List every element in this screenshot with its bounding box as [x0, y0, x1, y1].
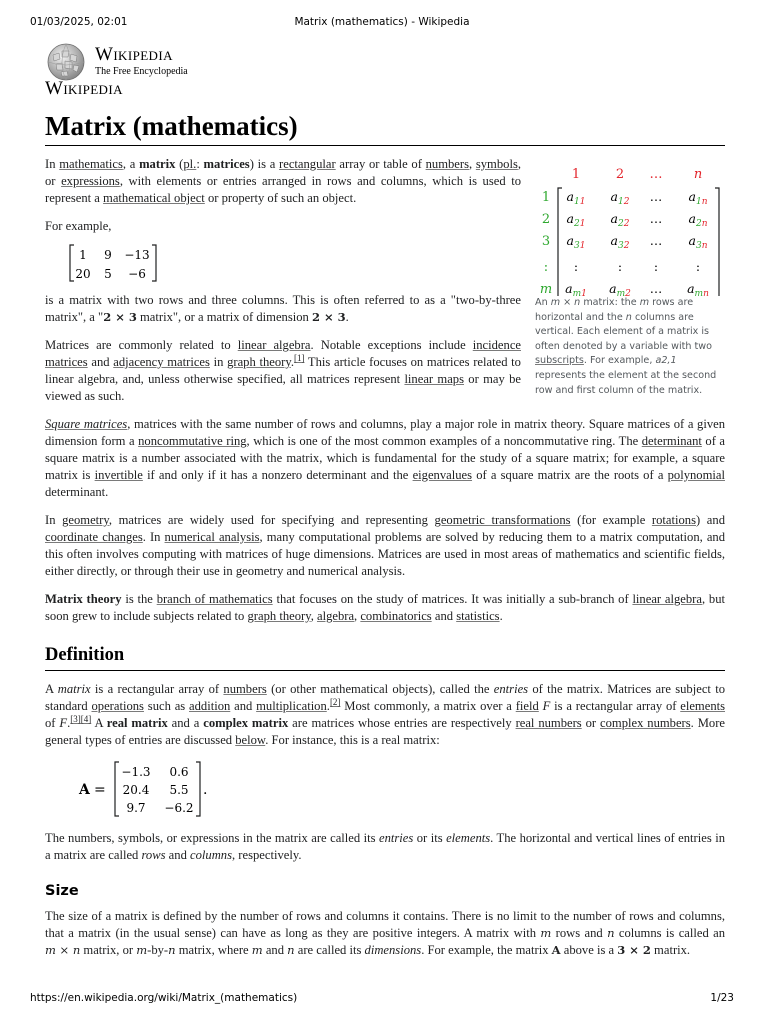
link-below[interactable]: below — [235, 733, 266, 747]
link-combinatorics[interactable]: combinatorics — [360, 609, 432, 623]
logo-wordmark: Wikipedia — [95, 44, 173, 65]
right-bracket — [152, 245, 156, 281]
site-wordmark[interactable]: Wikipedia — [45, 78, 123, 99]
matrix-entry: … — [649, 233, 663, 248]
matrix-entry: $a_11$ — [566, 189, 586, 207]
link-multiplication[interactable]: multiplication — [256, 699, 327, 713]
link-real-numbers[interactable]: real numbers — [515, 716, 582, 730]
print-page-number: 1/23 — [710, 992, 734, 1004]
definition-paragraph-1: A matrix is a rectangular array of numbers (or other mathematical objects), called the entries of the matrix. Matrices are subject to standard operations such as addition and multiplication.[2] Most commonly, a matrix over a field F is a rectangular array of elements of F.[3][4] A real matrix and a complex matrix are matrices whose entries are respectively real numbers or complex numbers. More general types of entries are discussed below. For instance, this is a real matrix: — [45, 682, 726, 747]
matrix-entry: … — [649, 211, 663, 226]
link-operations[interactable]: operations — [91, 699, 144, 713]
link-incidence-matrices[interactable]: incidence matrices — [45, 338, 521, 369]
page-title: Matrix (mathematics) — [45, 111, 298, 141]
matrix-entry: −1.3 — [121, 765, 151, 779]
row-header: m — [539, 282, 553, 296]
link-adjacency-matrices[interactable]: adjacency matrices — [113, 355, 210, 369]
matrix-entry: $a_2n$ — [688, 211, 708, 229]
section-heading-definition: Definition — [45, 647, 725, 671]
infobox-caption: An m × n matrix: the m rows are horizontal and the n columns are vertical. Each element of a matrix is often denoted by a variable with two subscripts. For example, a2,1 represents the element at the second row and first column of the matrix. — [535, 297, 717, 396]
right-bracket — [715, 188, 719, 296]
intro-paragraph-6: In geometry, matrices are widely used for specifying and representing geometric transformations (for example rotations) and coordinate changes. In numerical analysis, many computational problems are solved by reducing them to a matrix computation, and this often involves computing with matrices of huge dimensions. Matrices are used in most areas of mathematics and scientific fields, either directly, or through their use in geometry and numerical analysis. — [45, 513, 726, 578]
matrix-entry: : — [573, 259, 579, 274]
link-geometric-transformations[interactable]: geometric transformations — [434, 513, 571, 527]
link-invertible[interactable]: invertible — [94, 468, 143, 482]
link-square-matrices[interactable]: Square matrices — [45, 417, 128, 431]
matrix-entry: $a_22$ — [610, 211, 630, 229]
equals-sign: = — [94, 782, 106, 798]
citation-3-4[interactable]: [3][4] — [70, 713, 92, 724]
link-rotations[interactable]: rotations — [651, 513, 696, 527]
matrix-entry: $a_21$ — [566, 211, 586, 229]
link-linear-algebra[interactable]: linear algebra — [237, 338, 311, 352]
intro-paragraph-3: is a matrix with two rows and three columns. This is often referred to as a "two-by-three matrix", a "2 × 3 matrix", or a matrix of dimension 2 × 3. — [45, 293, 521, 324]
matrix-entry: 20 — [75, 267, 91, 281]
link-subscripts[interactable]: subscripts — [535, 355, 584, 367]
link-plural[interactable]: pl. — [183, 157, 197, 171]
link-polynomial[interactable]: polynomial — [667, 468, 725, 482]
matrix-entry: −6.2 — [164, 801, 194, 815]
link-elements[interactable]: elements — [680, 699, 726, 713]
link-field[interactable]: field — [515, 699, 539, 713]
link-expressions[interactable]: expressions — [61, 174, 120, 188]
row-header: 3 — [541, 234, 551, 249]
logo-tagline: The Free Encyclopedia — [95, 66, 188, 77]
wikipedia-logo[interactable] — [44, 43, 244, 79]
matrix-entry: $a_m2$ — [609, 281, 631, 296]
matrix-entry: $a_m1$ — [565, 281, 587, 296]
title-divider — [45, 145, 725, 146]
definition-paragraph-2: The numbers, symbols, or expressions in the matrix are called its entries or its elements. The horizontal and vertical lines of entries in a matrix are called rows and columns, respectively. — [45, 831, 726, 862]
print-url: https://en.wikipedia.org/wiki/Matrix_(mathematics) — [30, 992, 298, 1004]
link-graph-theory[interactable]: graph theory — [227, 355, 291, 369]
link-rectangular[interactable]: rectangular — [279, 157, 336, 171]
matrix-entry: $a_3n$ — [688, 233, 708, 251]
intro-paragraph-7: Matrix theory is the branch of mathematics that focuses on the study of matrices. It was initially a sub-branch of linear algebra, but soon grew to include subjects related to graph theory, algebra, combinatorics and statistics. — [45, 592, 725, 623]
link-coordinate-changes[interactable]: coordinate changes — [45, 530, 143, 544]
citation-2[interactable]: [2] — [329, 696, 341, 707]
print-header — [30, 16, 734, 32]
link-symbols[interactable]: symbols — [475, 157, 518, 171]
row-header: 1 — [541, 190, 551, 205]
matrix-entry: 20.4 — [122, 783, 150, 797]
column-header: n — [693, 167, 703, 182]
print-title: Matrix (mathematics) - Wikipedia — [294, 16, 470, 28]
matrix-entry: $a_12$ — [610, 189, 630, 207]
matrix-entry: −13 — [124, 248, 150, 262]
matrix-entry: 9 — [104, 248, 112, 262]
real-matrix-example — [78, 760, 725, 818]
print-footer — [30, 992, 734, 1008]
column-header: … — [649, 167, 663, 182]
column-header: 2 — [615, 167, 625, 182]
column-header: 1 — [571, 167, 581, 182]
row-header: : — [543, 260, 549, 275]
matrix-infobox — [535, 164, 725, 398]
link-algebra[interactable]: algebra — [316, 609, 355, 623]
matrix-entry: : — [695, 259, 701, 274]
link-geometry[interactable]: geometry — [62, 513, 109, 527]
link-numerical-analysis[interactable]: numerical analysis — [164, 530, 260, 544]
left-bracket — [558, 188, 562, 296]
matrix-entry: $a_31$ — [566, 233, 586, 251]
link-mathematics[interactable]: mathematics — [59, 157, 123, 171]
matrix-entry: $a_1n$ — [688, 189, 708, 207]
link-addition[interactable]: addition — [189, 699, 231, 713]
row-header: 2 — [541, 212, 551, 227]
link-graph-theory-2[interactable]: graph theory — [247, 609, 311, 623]
link-noncommutative-ring[interactable]: noncommutative ring — [138, 434, 247, 448]
matrix-entry: 5 — [104, 267, 112, 281]
right-bracket — [196, 762, 200, 816]
matrix-entry: … — [649, 281, 663, 296]
link-determinant[interactable]: determinant — [641, 434, 702, 448]
matrix-entry: −6 — [128, 267, 146, 281]
matrix-entry: 9.7 — [126, 801, 146, 815]
link-numbers[interactable]: numbers — [425, 157, 469, 171]
matrix-entry: : — [617, 259, 623, 274]
matrix-entry: $a_32$ — [610, 233, 630, 251]
intro-paragraph-2: For example, — [45, 219, 112, 233]
link-statistics[interactable]: statistics — [456, 609, 500, 623]
left-bracket — [70, 245, 74, 281]
link-numbers-2[interactable]: numbers — [223, 682, 267, 696]
link-linear-maps[interactable]: linear maps — [404, 372, 464, 386]
size-paragraph-1: The size of a matrix is defined by the number of rows and columns it contains. There is no limit to the number of rows and columns, that a matrix (in the usual sense) can have as long as they are positive integers. A matrix with m rows and n columns is called an m × n matrix, or m-by-n matrix, where m and n are called its dimensions. For example, the matrix A above is a 3 × 2 matrix. — [45, 909, 726, 957]
intro-paragraph-4: Matrices are commonly related to linear algebra. Notable exceptions include incidence matrices and adjacency matrices in graph theory.[1] This article focuses on matrices related to linear algebra, and, unless otherwise specified, all matrices represent linear maps or may be viewed as such. — [45, 338, 521, 403]
matrix-diagram — [535, 164, 725, 296]
matrix-entry: 5.5 — [169, 783, 189, 797]
intro-paragraph-5: Square matrices, matrices with the same number of rows and columns, play a major role in matrix theory. Square matrices of a given dimension form a noncommutative ring, which is one of the most common examples of a noncommutative ring. The determinant of a square matrix is a number associated with the matrix, which is fundamental for the study of a square matrix; for example, a square matrix is invertible if and only if it has a nonzero determinant and the eigenvalues of a square matrix are the roots of a polynomial determinant. — [45, 417, 726, 499]
link-eigenvalues[interactable]: eigenvalues — [412, 468, 473, 482]
link-branch-of-mathematics[interactable]: branch of mathematics — [156, 592, 273, 606]
matrix-period: . — [203, 782, 208, 798]
matrix-label: A — [79, 782, 90, 798]
left-bracket — [115, 762, 119, 816]
matrix-entry: 0.6 — [169, 765, 189, 779]
intro-paragraph-1: In mathematics, a matrix (pl.: matrices) is a rectangular array or table of numbers, symbols, or expressions, with elements or entries arranged in rows and columns, which is used to represent a mathematical object or property of such an object. — [45, 157, 522, 205]
print-date: 01/03/2025, 02:01 — [30, 16, 128, 28]
link-linear-algebra-2[interactable]: linear algebra — [632, 592, 702, 606]
matrix-entry: 1 — [79, 248, 87, 262]
section-heading-size: Size — [45, 883, 79, 899]
article-content — [45, 156, 725, 970]
link-mathematical-object[interactable]: mathematical object — [103, 191, 205, 205]
citation-1[interactable]: [1] — [293, 352, 305, 363]
wikipedia-globe-icon — [44, 43, 88, 81]
matrix-entry: … — [649, 189, 663, 204]
link-complex-numbers[interactable]: complex numbers — [600, 716, 691, 730]
matrix-entry: $a_mn$ — [687, 281, 709, 296]
matrix-entry: : — [653, 259, 659, 274]
